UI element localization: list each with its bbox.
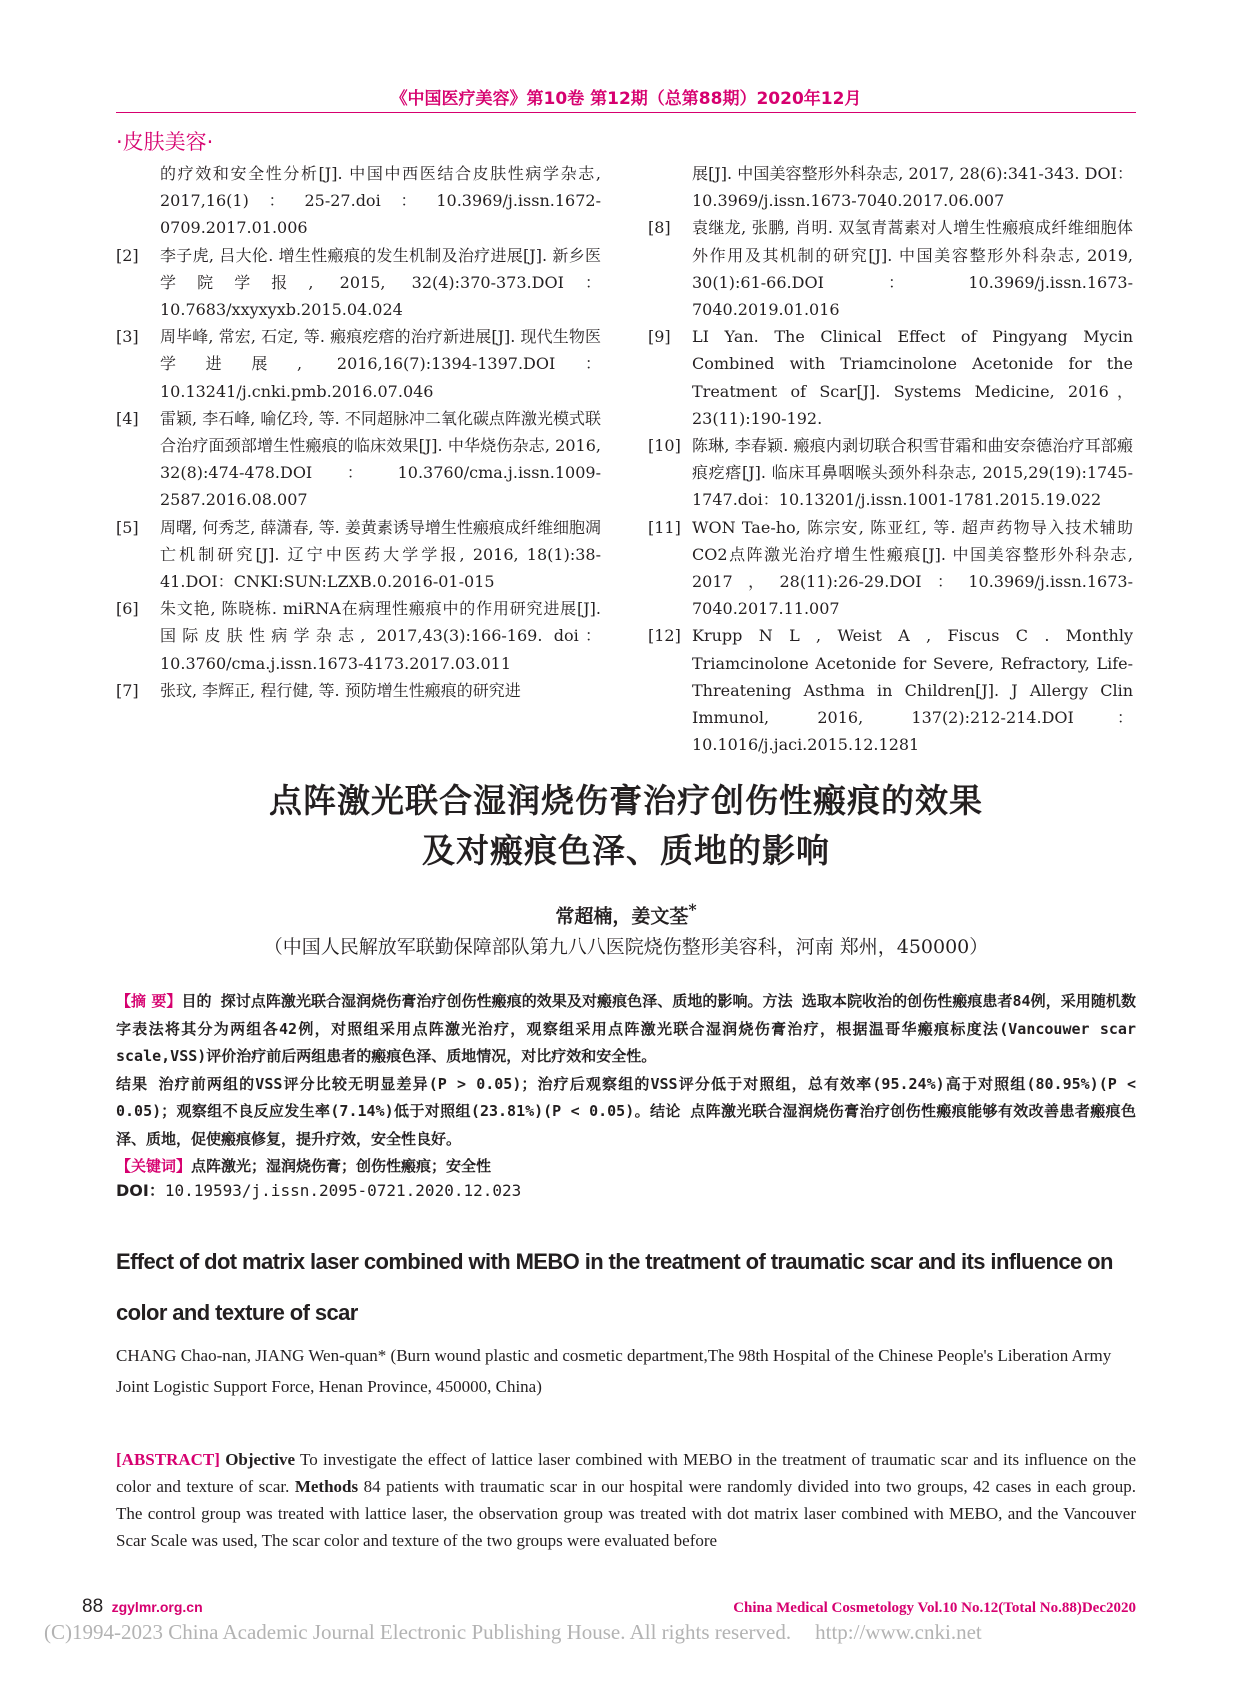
footer-journal-info: China Medical Cosmetology Vol.10 No.12(Total No.88)Dec2020 <box>733 1600 1136 1616</box>
authors-cn: 常超楠，姜文荃* <box>555 900 697 928</box>
reference-item: 展[J]. 中国美容整形外科杂志, 2017, 28(6):341-343. DOI：10.3969/j.issn.1673-7040.2017.06.007 <box>692 164 1133 211</box>
reference-item: [10] 陈琳, 李春颖. 瘢痕内剥切联合积雪苷霜和曲安奈德治疗耳部瘢痕疙瘩[J]. 临床耳鼻咽喉头颈外科杂志, 2015,29(19):1745-1747.doi：10.13201/j.issn.1001-1781.2015.19.022 <box>648 436 1133 510</box>
methods-en-label: Methods <box>294 1477 359 1496</box>
reference-item: [3] 周毕峰, 常宏, 石定, 等. 瘢痕疙瘩的治疗新进展[J]. 现代生物医学进展, 2016,16(7):1394-1397.DOI：10.13241/j.cnki.pmb.2016.07.046 <box>116 327 601 401</box>
reference-item: [12] Krupp N L , Weist A , Fiscus C . Monthly Triamcinolone Acetonide for Severe, Refractory, Life-Threatening Asthma in Children[J]. J Allergy Clin Immunol, 2016, 137(2):212-214.DOI：10.1016/j.jaci.2015.12.1281 <box>648 626 1133 755</box>
results-label: 结果 <box>116 1074 149 1093</box>
title-cn-line-1: 点阵激光联合湿润烧伤膏治疗创伤性瘢痕的效果 <box>269 781 983 820</box>
objective-label: 目的 <box>181 992 212 1010</box>
keywords: 点阵激光；湿润烧伤膏；创伤性瘢痕；安全性 <box>191 1157 492 1175</box>
reference-item: [6] 朱文艳, 陈晓栋. miRNA在病理性瘢痕中的作用研究进展[J]. 国际皮肤性病学杂志, 2017,43(3):166-169. doi：10.3760/cma.j.issn.1673-4173.2017.03.011 <box>116 599 601 673</box>
doi: DOI：10.19593/j.issn.2095-0721.2020.12.023 <box>116 1181 522 1200</box>
title-cn-line-2: 及对瘢痕色泽、质地的影响 <box>422 831 830 870</box>
footer-left <box>82 1596 203 1618</box>
references-right-column <box>648 160 1133 758</box>
abstract-cn-label: 【摘 要】 <box>116 992 182 1010</box>
conclusion-label: 结论 <box>650 1102 681 1120</box>
reference-item: 的疗效和安全性分析[J]. 中国中西医结合皮肤性病学杂志, 2017,16(1)：25-27.doi：10.3969/j.issn.1672-0709.2017.01.006 <box>160 164 601 238</box>
reference-item: [2] 李子虎, 吕大伦. 增生性瘢痕的发生机制及治疗进展[J]. 新乡医学院学报, 2015, 32(4):370-373.DOI：10.7683/xxyxyxb.2015.04.024 <box>116 245 601 320</box>
abstract-en: [ABSTRACT] Objective To investigate the effect of lattice laser combined with MEBO in the treatment of traumatic scar and its influence on the color and texture of scar. Methods 84 patients with traumatic scar in our hospital were randomly divided into two groups, 42 cases in each group. The control group was treated with lattice laser, the observation group was treated with dot matrix laser combined with MEBO, and the Vancouver Scar Scale was used, The scar color and texture of the two groups were evaluated before <box>116 1450 1137 1550</box>
page-number: 88 <box>82 1596 104 1617</box>
corresponding-mark: * <box>688 900 697 919</box>
reference-item: [5] 周曙, 何秀芝, 薛潇春, 等. 姜黄素诱导增生性瘢痕成纤维细胞凋亡机制研究[J]. 辽宁中医药大学学报, 2016, 18(1):38-41.DOI：CNKI:SUN:LZXB.0.2016-01-015 <box>116 517 601 592</box>
authors-en: CHANG Chao-nan, JIANG Wen-quan* (Burn wound plastic and cosmetic department,The 98th Hospital of the Chinese People's Liberation Army Joint Logistic Support Force, Henan Province, 450000, China) <box>116 1346 1112 1396</box>
objective-en-label: Objective <box>225 1450 296 1469</box>
section-tag: ·皮肤美容· <box>116 130 214 154</box>
keywords-label: 【关键词】 <box>116 1157 192 1175</box>
affiliation-en: (Burn wound plastic and cosmetic department,The 98th Hospital of the Chinese People's Liberation Army Joint Logistic Support Force, Henan Province, 450000, China) <box>116 1346 1112 1396</box>
journal-site-link[interactable]: zgylmr.org.cn <box>111 1599 203 1615</box>
cnki-link[interactable]: http://www.cnki.net <box>815 1620 982 1644</box>
reference-item: [8] 袁继龙, 张鹏, 肖明. 双氢青蒿素对人增生性瘢痕成纤维细胞体外作用及其机制的研究[J]. 中国美容整形外科杂志, 2019, 30(1):61-66.DOI：10.3969/j.issn.1673-7040.2019.01.016 <box>648 218 1133 320</box>
references-left-column <box>116 160 601 704</box>
reference-item: [9] LI Yan. The Clinical Effect of Pingyang Mycin Combined with Triamcinolone Acetonide for the Treatment of Scar[J]. Systems Medicine, 2016，23(11):190-192. <box>648 327 1133 428</box>
abstract-en-label: [ABSTRACT] <box>116 1450 220 1469</box>
header-divider <box>116 112 1136 113</box>
abstract-cn: 【摘 要】目的 探讨点阵激光联合湿润烧伤膏治疗创伤性瘢痕的效果及对瘢痕色泽、质地的影响。方法 选取本院收治的创伤性瘢痕患者84例，采用随机数字表法将其分为两组各42例，对照组采用点阵激光治疗，观察组采用点阵激光联合湿润烧伤膏治疗，根据温哥华瘢痕标度法(Vancouwer scar scale,VSS)评价治疗前后两组患者的瘢痕色泽、质地情况，对比疗效和安全性。 结果 治疗前两组的VSS评分比较无明显差异(P > 0.05)；治疗后观察组的VSS评分低于对照组，总有效率(95.24%)高于对照组(80.95%)(P < 0.05)；观察组不良反应发生率(7.14%)低于对照组(23.81%)(P < 0.05)。结论 点阵激光联合湿润烧伤膏治疗创伤性瘢痕能够有效改善患者瘢痕色泽、质地，促使瘢痕修复，提升疗效，安全性良好。 【关键词】点阵激光；湿润烧伤膏；创伤性瘢痕；安全性 <box>116 992 1136 1175</box>
affiliation-cn: （中国人民解放军联勤保障部队第九八八医院烧伤整形美容科，河南 郑州，450000） <box>263 936 989 958</box>
reference-item: [4] 雷颖, 李石峰, 喻亿玲, 等. 不同超脉冲二氧化碳点阵激光模式联合治疗面颈部增生性瘢痕的临床效果[J]. 中华烧伤杂志, 2016, 32(8):474-478.DOI：10.3760/cma.j.issn.1009-2587.2016.08.007 <box>116 408 601 510</box>
methods-label: 方法 <box>762 992 793 1010</box>
journal-header: 《中国医疗美容》第10卷 第12期（总第88期）2020年12月 <box>390 89 862 109</box>
article-title-cn <box>116 776 1136 876</box>
reference-item: [7] 张玟, 李辉正, 程行健, 等. 预防增生性瘢痕的研究进 <box>116 680 521 700</box>
copyright-watermark: (C)1994-2023 China Academic Journal Electronic Publishing House. All rights reserved. http://www.cnki.net <box>44 1620 982 1644</box>
article-title-en: Effect of dot matrix laser combined with MEBO in the treatment of traumatic scar and its influence on color and texture of scar <box>116 1249 1113 1325</box>
reference-item: [11] WON Tae-ho, 陈宗安, 陈亚红, 等. 超声药物导入技术辅助CO2点阵激光治疗增生性瘢痕[J]. 中国美容整形外科杂志, 2017，28(11):26-29.DOI：10.3969/j.issn.1673-7040.2017.11.007 <box>648 517 1133 619</box>
